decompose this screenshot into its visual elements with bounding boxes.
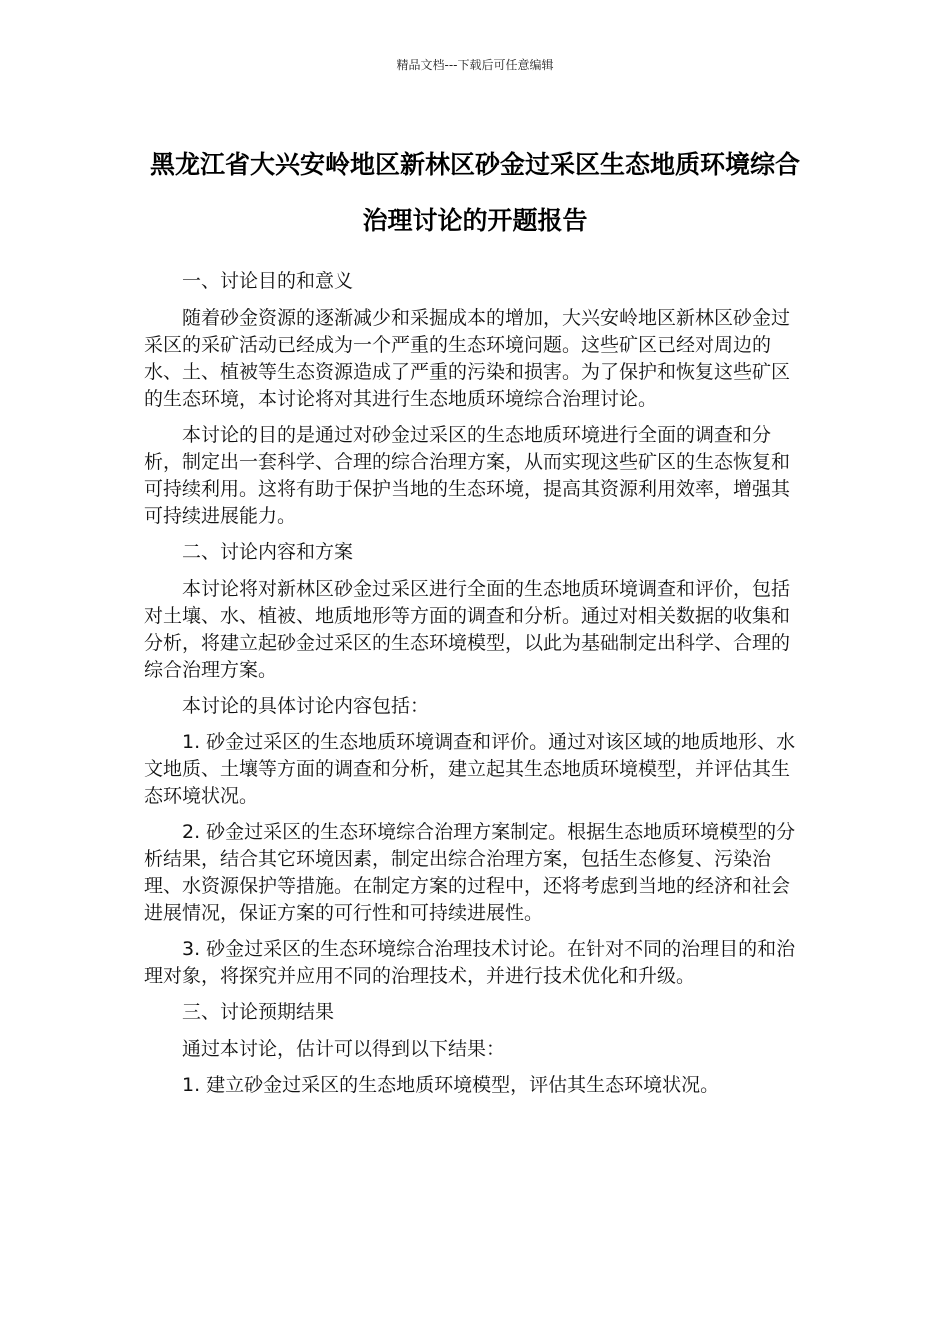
paragraph: 随着砂金资源的逐渐减少和采掘成本的增加，大兴安岭地区新林区砂金过采区的采矿活动已经成为一个严重的生态环境问题。这些矿区已经对周边的水、土、植被等生态资源造成了严重的污染和损害。为了保护和恢复这些矿区的生态环境，本讨论将对其进行生态地质环境综合治理讨论。 [144,307,791,410]
list-item: 1. 建立砂金过采区的生态地质环境模型，评估其生态环境状况。 [182,1074,720,1096]
paragraph: 本讨论的目的是通过对砂金过采区的生态地质环境进行全面的调查和分析，制定出一套科学、合理的综合治理方案，从而实现这些矿区的生态恢复和可持续利用。这将有助于保护当地的生态环境，提高其资源利用效率，增强其可持续进展能力。 [144,424,791,527]
list-item: 3. 砂金过采区的生态环境综合治理技术讨论。在针对不同的治理目的和治理对象，将探究并应用不同的治理技术，并进行技术优化和升级。 [144,938,796,987]
section-heading-purpose: 一、讨论目的和意义 [182,270,354,292]
section-heading-results: 三、讨论预期结果 [182,1001,335,1023]
document-title: 黑龙江省大兴安岭地区新林区砂金过采区生态地质环境综合治理讨论的开题报告 [149,150,800,235]
list-item: 2. 砂金过采区的生态环境综合治理方案制定。根据生态地质环境模型的分析结果，结合其它环境因素，制定出综合治理方案，包括生态修复、污染治理、水资源保护等措施。在制定方案的过程中，还将考虑到当地的经济和社会进展情况，保证方案的可行性和可持续进展性。 [144,821,796,924]
list-item: 1. 砂金过采区的生态地质环境调查和评价。通过对该区域的地质地形、水文地质、土壤等方面的调查和分析，建立起其生态地质环境模型，并评估其生态环境状况。 [144,731,796,807]
header-note: 精品文档---下载后可任意编辑 [396,58,554,72]
paragraph: 本讨论将对新林区砂金过采区进行全面的生态地质环境调查和评价，包括对土壤、水、植被、地质地形等方面的调查和分析。通过对相关数据的收集和分析，将建立起砂金过采区的生态环境模型，以此为基础制定出科学、合理的综合治理方案。 [144,578,791,681]
paragraph: 本讨论的具体讨论内容包括： [182,695,430,717]
section-heading-content: 二、讨论内容和方案 [182,541,354,563]
document-body [144,268,804,1108]
paragraph: 通过本讨论，估计可以得到以下结果： [182,1038,506,1060]
